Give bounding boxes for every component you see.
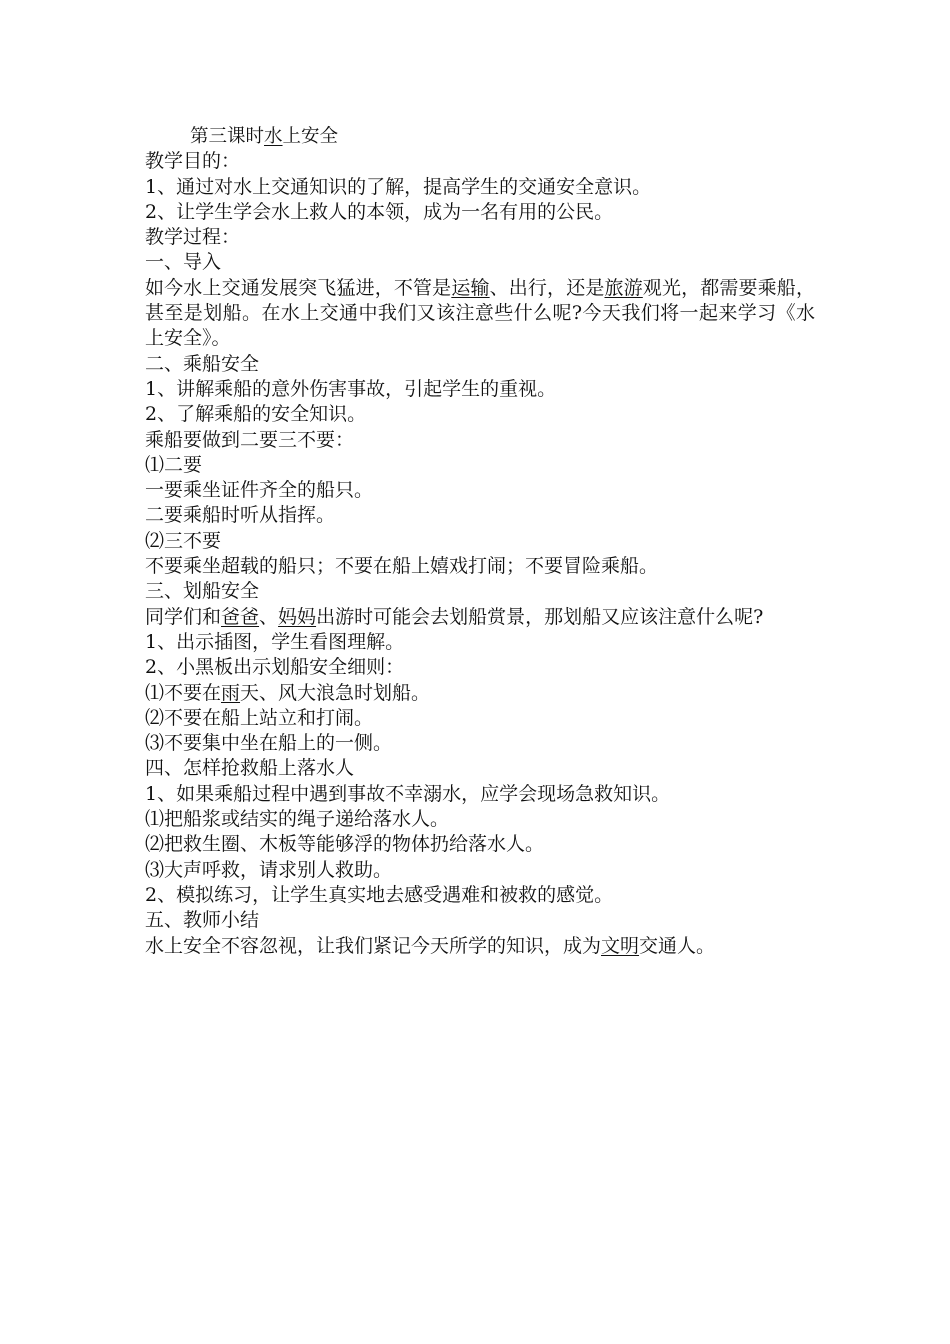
list-item: 2、了解乘船的安全知识。 xyxy=(145,403,367,426)
list-item: ⑶大声呼救，请求别人救助。 xyxy=(145,858,393,881)
text-run: 、出行，还是 xyxy=(489,276,605,299)
list-item: ⑵三不要 xyxy=(145,529,222,552)
text-run: 同学们和 xyxy=(145,605,222,628)
list-item: 一要乘坐证件齐全的船只。 xyxy=(145,479,374,502)
list-item: ⑵把救生圈、木板等能够浮的物体扔给落水人。 xyxy=(145,833,545,856)
objectives-heading: 教学目的： xyxy=(145,150,241,173)
list-item: ⑴二要 xyxy=(145,453,203,476)
list-item: ⑴把船浆或结实的绳子递给落水人。 xyxy=(145,808,450,831)
title-prefix: 第三课时 xyxy=(190,126,265,147)
lesson-plan-body xyxy=(145,124,815,959)
list-item: 2、模拟练习，让学生真实地去感受遇难和被救的感觉。 xyxy=(145,883,614,906)
objective-item: 1、通过对水上交通知识的了解，提高学生的交通安全意识。 xyxy=(145,175,652,198)
closing-paragraph xyxy=(145,934,815,959)
section-heading: 五、教师小结 xyxy=(145,909,260,932)
list-item: ⑶不要集中坐在船上的一侧。 xyxy=(145,732,393,755)
list-item: 不要乘坐超载的船只；不要在船上嬉戏打闹；不要冒险乘船。 xyxy=(145,555,659,578)
text-run: 出游时可能会去划船赏景，那划船又应该注意什么呢? xyxy=(316,605,764,628)
list-item: ⑵不要在船上站立和打闹。 xyxy=(145,706,374,729)
text-run: ⑴不要在 xyxy=(145,681,222,704)
text-run: 水上安全不容忽视，让我们紧记今天所学的知识，成为 xyxy=(145,934,602,957)
list-item: 2、小黑板出示划船安全细则： xyxy=(145,656,405,679)
section-heading: 二、乘船安全 xyxy=(145,352,260,375)
text-run: 交通人。 xyxy=(639,934,716,957)
list-item: 1、讲解乘船的意外伤害事故，引起学生的重视。 xyxy=(145,377,557,400)
section-heading: 四、怎样抢救船上落水人 xyxy=(145,757,355,780)
underlined-word: 爸爸 xyxy=(221,605,260,628)
list-item xyxy=(145,681,815,706)
text-run: 如今水上交通发展突飞猛进，不管是 xyxy=(145,276,452,299)
section-heading: 一、导入 xyxy=(145,251,222,274)
underlined-word: 妈妈 xyxy=(278,605,317,628)
lesson-title xyxy=(145,124,815,149)
process-heading: 教学过程： xyxy=(145,226,241,249)
underlined-word: 运输 xyxy=(451,276,490,299)
underlined-word: 旅游 xyxy=(604,276,643,299)
underlined-word: 雨 xyxy=(221,681,241,704)
list-item: 乘船要做到二要三不要： xyxy=(145,428,355,451)
list-item: 1、如果乘船过程中遇到事故不幸溺水，应学会现场急救知识。 xyxy=(145,782,671,805)
title-suffix: 上安全 xyxy=(282,126,339,147)
title-underlined-word: 水 xyxy=(264,126,283,147)
intro-paragraph xyxy=(145,276,815,352)
underlined-word: 文明 xyxy=(601,934,640,957)
rowing-intro-paragraph xyxy=(145,605,815,630)
text-run: 观光，都需要乘船，甚至是划船。在水上交通中我们又该注意些什么呢?今天我们将一起来学习《水上安全》。 xyxy=(145,276,815,350)
objective-item: 2、让学生学会水上救人的本领，成为一名有用的公民。 xyxy=(145,200,614,223)
list-item: 1、出示插图，学生看图理解。 xyxy=(145,630,405,653)
text-run: 天、风大浪急时划船。 xyxy=(240,681,431,704)
section-heading: 三、划船安全 xyxy=(145,580,260,603)
list-item: 二要乘船时听从指挥。 xyxy=(145,504,336,527)
text-run: 、 xyxy=(259,605,279,628)
